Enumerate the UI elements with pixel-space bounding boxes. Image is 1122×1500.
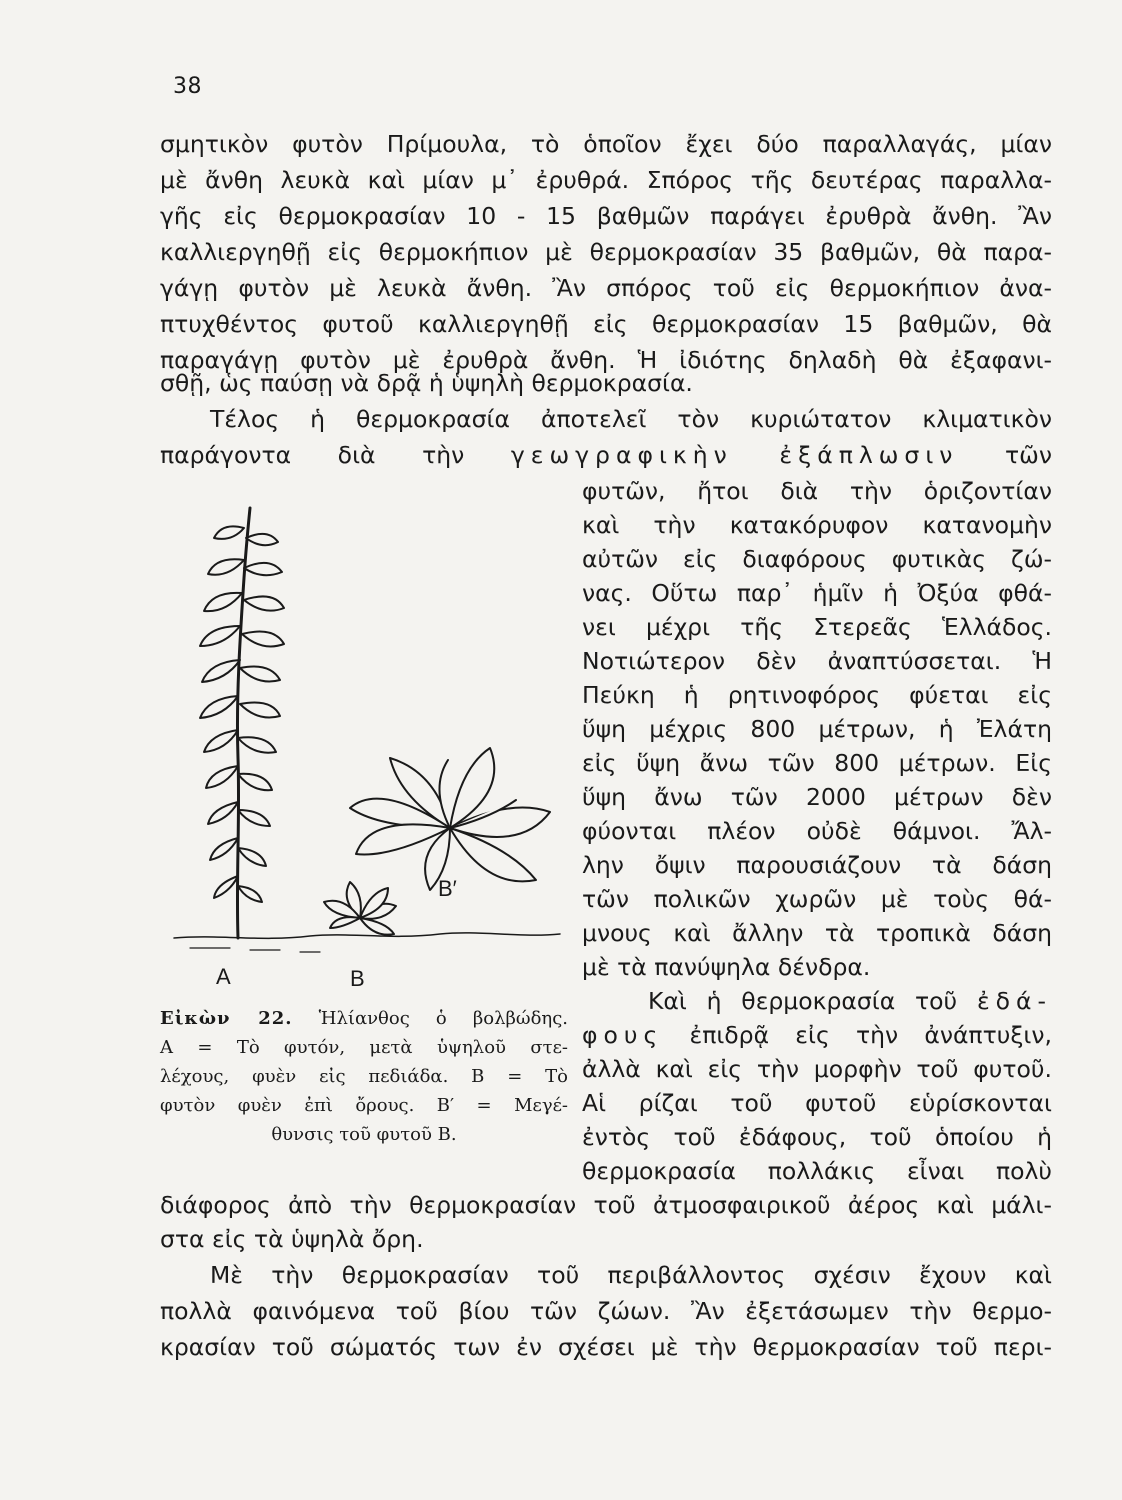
- text-line: λην ὄψιν παρουσιάζουν τὰ δάση: [582, 851, 1052, 879]
- page-number: 38: [173, 74, 202, 99]
- text-line: αὐτῶν εἰς διαφόρους φυτικὰς ζώ-: [582, 545, 1052, 573]
- caption-text: Ἡλίανθος ὁ βολβώδης.: [318, 1008, 568, 1029]
- text-line: μὲ ἄνθη λευκὰ καὶ μίαν μ᾿ ἐρυθρά. Σπόρος τῆς δευτέρας παραλλα-: [160, 166, 1052, 194]
- text-run: παράγοντα διὰ τὴν: [160, 441, 465, 469]
- text-line: Νοτιώτερον δὲν ἀναπτύσσεται. Ἡ: [582, 647, 1052, 675]
- spaced-term: ἐξάπλωσιν: [779, 441, 959, 469]
- text-line: γῆς εἰς θερμοκρασίαν 10 - 15 βαθμῶν παράγει ἐρυθρὰ ἄνθη. Ἂν: [160, 202, 1052, 230]
- spaced-term: φους: [582, 1021, 664, 1049]
- text-line: παραγάγῃ φυτὸν μὲ ἐρυθρὰ ἄνθη. Ἡ ἰδιότης δηλαδὴ θὰ ἐξαφανι-: [160, 346, 1052, 374]
- text-line-spaced: [648, 985, 1052, 1017]
- text-line: θερμοκρασία πολλάκις εἶναι πολὺ: [582, 1157, 1052, 1185]
- text-line-spaced: [582, 1019, 1052, 1051]
- text-line-spaced: [160, 439, 1052, 471]
- figure-illustration: [160, 498, 570, 998]
- text-line: φύονται πλέον οὐδὲ θάμνοι. Ἄλ-: [582, 817, 1052, 845]
- text-line: σμητικὸν φυτὸν Πρίμουλα, τὸ ὁποῖον ἔχει δύο παραλλαγάς, μίαν: [160, 130, 1052, 158]
- text-line: Αἱ ρίζαι τοῦ φυτοῦ εὑρίσκονται: [582, 1089, 1052, 1117]
- caption-line: [160, 1004, 568, 1033]
- text-line: Πεύκη ἡ ρητινοφόρος φύεται εἰς: [582, 681, 1052, 709]
- text-line: κρασίαν τοῦ σώματός των ἐν σχέσει μὲ τὴν θερμοκρασίαν τοῦ περι-: [160, 1333, 1052, 1361]
- caption-label: Εἰκὼν 22.: [160, 1008, 293, 1029]
- text-line: μὲ τὰ πανύψηλα δένδρα.: [582, 953, 871, 981]
- text-line: ὕψη μέχρις 800 μέτρων, ἡ Ἐλάτη: [582, 715, 1052, 743]
- text-run: Καὶ ἡ θερμοκρασία τοῦ: [648, 987, 958, 1015]
- text-line: εἰς ὕψη ἄνω τῶν 800 μέτρων. Εἰς: [582, 749, 1052, 777]
- figure-caption: [160, 1004, 568, 1149]
- plant-b-prime: [350, 748, 550, 890]
- plant-b: [324, 882, 396, 935]
- text-line: στα εἰς τὰ ὑψηλὰ ὄρη.: [160, 1225, 424, 1253]
- spaced-term: γεωγραφικὴν: [510, 441, 733, 469]
- label-a: A: [216, 964, 231, 989]
- caption-line: φυτὸν φυὲν ἐπὶ ὄρους. B′ = Μεγέ-: [160, 1095, 568, 1116]
- text-line: ἐντὸς τοῦ ἐδάφους, τοῦ ὁποίου ἡ: [582, 1123, 1052, 1151]
- text-line: νει μέχρι τῆς Στερεᾶς Ἑλλάδος.: [582, 613, 1052, 641]
- plant-a-stem: [237, 508, 250, 938]
- text-line: γάγῃ φυτὸν μὲ λευκὰ ἄνθη. Ἂν σπόρος τοῦ εἰς θερμοκήπιον ἀνα-: [160, 274, 1052, 302]
- text-line: σθῇ, ὡς παύσῃ νὰ δρᾷ ἡ ὑψηλὴ θερμοκρασία.: [160, 369, 693, 397]
- caption-line: λέχους, φυὲν εἰς πεδιάδα. B = Τὸ: [160, 1066, 568, 1087]
- text-line: φυτῶν, ἤτοι διὰ τὴν ὁριζοντίαν: [582, 477, 1052, 505]
- caption-line: A = Τὸ φυτόν, μετὰ ὑψηλοῦ στε-: [160, 1037, 568, 1058]
- text-line: νας. Οὕτω παρ᾿ ἡμῖν ἡ Ὀξύα φθά-: [582, 579, 1052, 607]
- text-line: πολλὰ φαινόμενα τοῦ βίου τῶν ζώων. Ἂν ἐξετάσωμεν τὴν θερμο-: [160, 1297, 1052, 1325]
- label-b: B: [350, 966, 365, 991]
- text-line: ὕψη ἄνω τῶν 2000 μέτρων δὲν: [582, 783, 1052, 811]
- text-line: Μὲ τὴν θερμοκρασίαν τοῦ περιβάλλοντος σχέσιν ἔχουν καὶ: [210, 1261, 1052, 1289]
- text-line: Τέλος ἡ θερμοκρασία ἀποτελεῖ τὸν κυριώτατον κλιματικὸν: [210, 405, 1052, 433]
- text-line: καὶ τὴν κατακόρυφον κατανομὴν: [582, 511, 1052, 539]
- plant-a-leaves: [200, 526, 284, 902]
- text-line: πτυχθέντος φυτοῦ καλλιεργηθῇ εἰς θερμοκρασίαν 15 βαθμῶν, θὰ: [160, 310, 1052, 338]
- text-line: τῶν πολικῶν χωρῶν μὲ τοὺς θά-: [582, 885, 1052, 913]
- spaced-term: ἐδά-: [976, 987, 1052, 1015]
- label-b-prime: B′: [438, 876, 457, 901]
- text-run: ἐπιδρᾷ εἰς τὴν ἀνάπτυξιν,: [689, 1021, 1052, 1049]
- text-line: μνους καὶ ἄλλην τὰ τροπικὰ δάση: [582, 919, 1052, 947]
- text-run: τῶν: [1005, 441, 1052, 469]
- text-line: καλλιεργηθῇ εἰς θερμοκήπιον μὲ θερμοκρασίαν 35 βαθμῶν, θὰ παρα-: [160, 238, 1052, 266]
- text-line: διάφορος ἀπὸ τὴν θερμοκρασίαν τοῦ ἀτμοσφαιρικοῦ ἀέρος καὶ μάλι-: [160, 1191, 1052, 1219]
- ground-line: [174, 933, 560, 938]
- caption-line: θυνσις τοῦ φυτοῦ B.: [271, 1124, 457, 1145]
- text-line: ἀλλὰ καὶ εἰς τὴν μορφὴν τοῦ φυτοῦ.: [582, 1055, 1052, 1083]
